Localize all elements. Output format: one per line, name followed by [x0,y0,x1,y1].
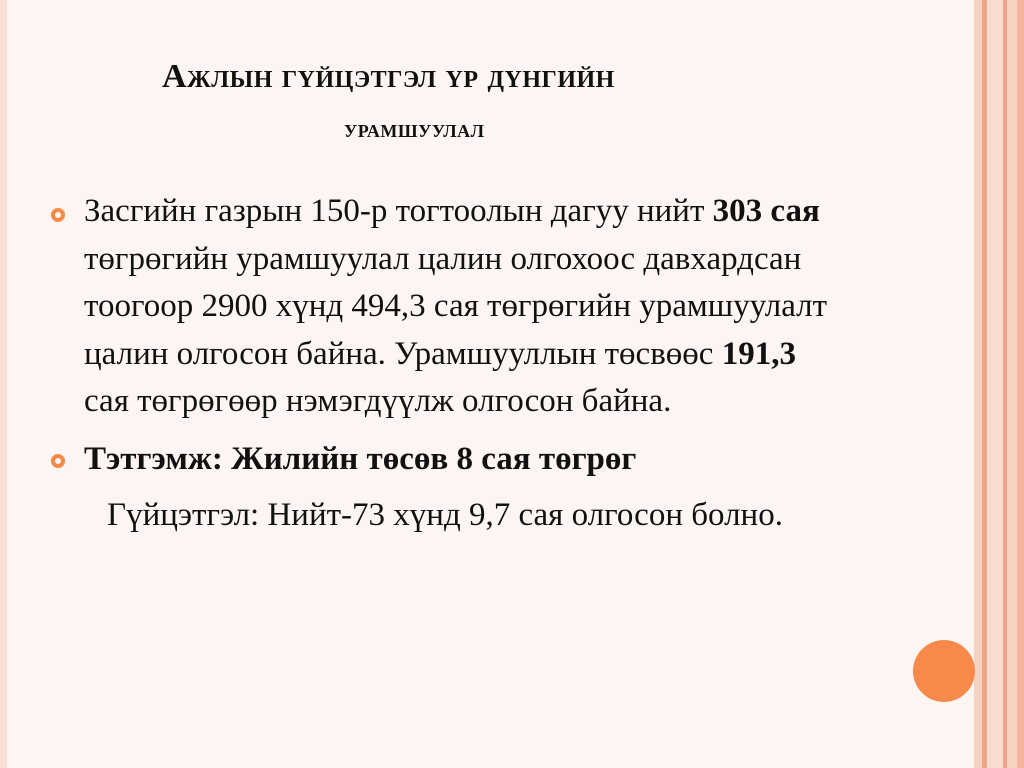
title-line-1: Ажлын гүйцэтгэл үр дүнгийн [162,58,615,95]
circle-outline-bullet-icon [51,208,65,222]
stripe-3 [987,0,1003,768]
performance-line: Гүйцэтгэл: Нийт-73 хүнд 9,7 сая олгосон болно. [107,497,783,533]
bullet-1-line-1 [84,188,827,236]
orange-circle-icon [913,640,975,702]
title-line-2: урамшуулал [344,116,485,143]
left-border-strip [0,0,7,768]
bullet-1-highlight-303: 303 сая [712,193,820,229]
slide-canvas [7,0,974,768]
bullet-2-text: Тэтгэмж: Жилийн төсөв 8 сая төгрөг [84,441,637,477]
stripe-5 [1007,0,1017,768]
bullet-1-line-4-text: цалин олгосон байна. Урамшууллын төсвөөс [84,335,722,372]
circle-outline-bullet-icon [51,454,65,468]
bullet-1-highlight-191: 191,3 [721,335,796,372]
bullet-1-paragraph [84,188,827,426]
bullet-1-line-5: сая төгрөгөөр нэмэгдүүлж олгосон байна. [84,383,672,419]
bullet-1-line-3: тоогоор 2900 хүнд 494,3 сая төгрөгийн урамшуулалт [84,288,828,324]
bullet-1-line-1-text: Засгийн газрын 150-р тогтоолын дагуу нийт [84,193,713,229]
right-decorative-stripes [974,0,1024,768]
stripe-6 [1017,0,1024,768]
bullet-1-line-2: төгрөгийн урамшуулал цалин олгохоос давхардсан [84,240,802,277]
bullet-1-line-4 [84,331,827,379]
stripe-1 [974,0,982,768]
